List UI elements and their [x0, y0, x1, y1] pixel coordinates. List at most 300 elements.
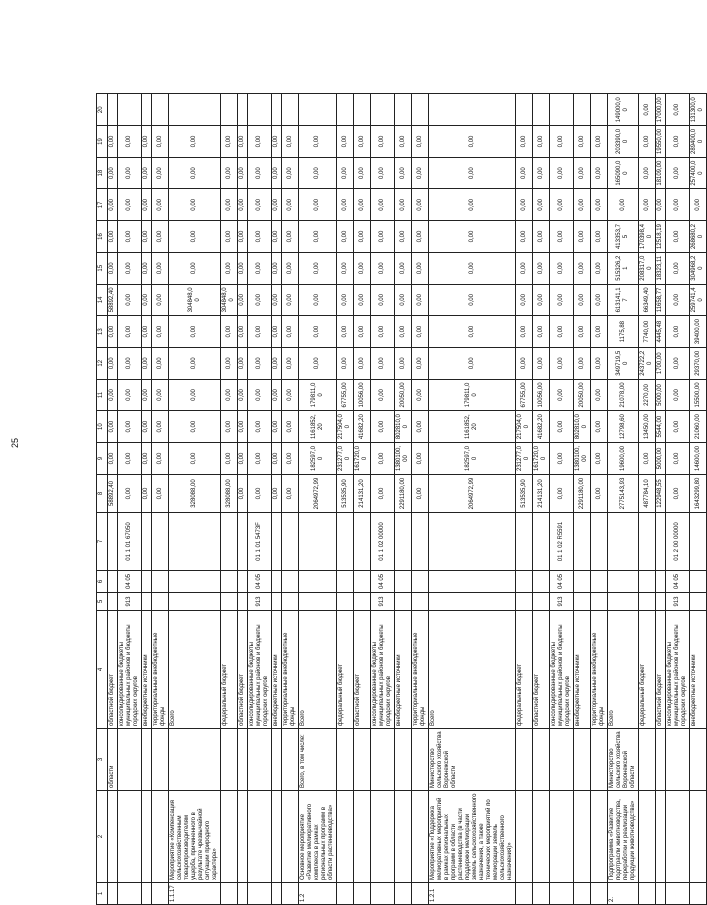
value-cell: 0,00 — [118, 126, 142, 158]
value-cell: 0,00 — [591, 284, 608, 316]
value-cell: 17000,00 — [656, 94, 666, 126]
value-cell: 0,00 — [516, 284, 533, 316]
column-number-header: 11 — [97, 379, 108, 411]
table-row — [248, 94, 272, 905]
value-cell: 12518,19 — [656, 221, 666, 253]
value-cell: 0,00 — [238, 221, 248, 253]
value-cell: 0,00 — [152, 252, 169, 284]
code-grbs-cell — [574, 593, 591, 611]
value-cell: 0,00 — [152, 284, 169, 316]
code-target-article-cell — [142, 513, 152, 571]
value-cell: 0,00 — [337, 316, 354, 348]
value-cell: 0,00 — [272, 252, 282, 284]
value-cell: 0,00 — [516, 126, 533, 158]
table-row — [550, 94, 574, 905]
funding-source-cell: внебюджетные источники — [395, 611, 412, 729]
value-cell: 0,00 — [666, 189, 690, 221]
column-number-header: 19 — [97, 126, 108, 158]
value-cell — [516, 94, 533, 126]
column-number-header: 15 — [97, 252, 108, 284]
value-cell: 0,00 — [666, 316, 690, 348]
value-cell: 0,00 — [282, 126, 299, 158]
value-cell: 0,00 — [221, 189, 238, 221]
value-cell: 39400,00 — [690, 316, 707, 348]
value-cell — [169, 94, 221, 126]
value-cell: 208317,00 — [639, 252, 656, 284]
funding-source-cell: территориальные внебюджетные фонды — [591, 611, 608, 729]
value-cell: 0,00 — [533, 221, 550, 253]
row-number-cell — [666, 883, 690, 905]
program-name-cell — [690, 791, 707, 883]
code-grbs-cell — [108, 593, 118, 611]
value-cell: 0,00 — [371, 189, 395, 221]
table-row — [221, 94, 238, 905]
value-cell: 0,00 — [666, 475, 690, 513]
value-cell: 1700,00 — [656, 347, 666, 379]
value-cell: 0,00 — [412, 221, 429, 253]
value-cell: 0,00 — [221, 443, 238, 475]
code-grbs-cell — [169, 593, 221, 611]
value-cell: 0,00 — [248, 316, 272, 348]
value-cell: 0,00 — [221, 252, 238, 284]
value-cell — [282, 94, 299, 126]
value-cell: 0,00 — [108, 252, 118, 284]
value-cell: 14600,00 — [690, 443, 707, 475]
value-cell: 513535,90 — [337, 475, 354, 513]
value-cell — [354, 94, 371, 126]
funding-source-cell: областной бюджет — [238, 611, 248, 729]
value-cell: 0,00 — [272, 126, 282, 158]
row-number-cell — [639, 883, 656, 905]
funding-source-cell: территориальные внебюджетные фонды — [412, 611, 429, 729]
funding-source-cell: внебюджетные источники — [690, 611, 707, 729]
program-name-cell — [337, 791, 354, 883]
code-target-article-cell: 01 1 02 R5591 — [550, 513, 574, 571]
table-row — [533, 94, 550, 905]
value-cell: 1161852,20 — [429, 411, 516, 443]
value-cell: 0,00 — [429, 316, 516, 348]
code-target-article-cell — [516, 513, 533, 571]
value-cell: 21060,00 — [690, 411, 707, 443]
funding-source-cell: федеральный бюджет — [221, 611, 238, 729]
value-cell: 0,00 — [169, 316, 221, 348]
code-target-article-cell — [690, 513, 707, 571]
value-cell — [337, 94, 354, 126]
value-cell: 0,00 — [221, 411, 238, 443]
funding-source-cell: консолидированные бюджеты муниципальных районов и бюджеты городских округов — [118, 611, 142, 729]
row-number-cell — [550, 883, 574, 905]
value-cell: 0,00 — [169, 443, 221, 475]
column-number-header: 9 — [97, 443, 108, 475]
value-cell: 0,00 — [142, 157, 152, 189]
value-cell: 0,00 — [591, 443, 608, 475]
value-cell: 259741,40 — [690, 284, 707, 316]
table-row — [656, 94, 666, 905]
value-cell: 0,00 — [118, 316, 142, 348]
row-number-cell: 1.2.1 — [429, 883, 516, 905]
value-cell: 0,00 — [395, 316, 412, 348]
code-grbs-cell — [142, 593, 152, 611]
value-cell: 0,00 — [412, 252, 429, 284]
row-number-cell — [656, 883, 666, 905]
value-cell: 0,00 — [272, 411, 282, 443]
executor-cell: Всего, в том числе: — [299, 729, 337, 791]
table-row — [574, 94, 591, 905]
value-cell: 203390,00 — [608, 126, 639, 158]
value-cell: 0,00 — [272, 347, 282, 379]
value-cell: 0,00 — [516, 189, 533, 221]
value-cell — [412, 94, 429, 126]
executor-cell — [639, 729, 656, 791]
funding-source-cell: Всего — [169, 611, 221, 729]
value-cell: 0,00 — [337, 126, 354, 158]
value-cell: 0,00 — [639, 157, 656, 189]
code-target-article-cell — [299, 513, 337, 571]
value-cell: 0,00 — [118, 411, 142, 443]
code-target-article-cell — [639, 513, 656, 571]
executor-cell — [337, 729, 354, 791]
value-cell: 0,00 — [169, 379, 221, 411]
row-number-cell — [142, 883, 152, 905]
value-cell: 0,00 — [282, 475, 299, 513]
value-cell: 182597,00 — [299, 443, 337, 475]
code-grbs-cell — [429, 593, 516, 611]
value-cell: 0,00 — [516, 221, 533, 253]
value-cell: 0,00 — [238, 189, 248, 221]
code-grbs-cell — [282, 593, 299, 611]
funding-source-cell: Всего — [299, 611, 337, 729]
executor-cell — [516, 729, 533, 791]
row-number-cell — [282, 883, 299, 905]
funding-source-cell: территориальные внебюджетные фонды — [152, 611, 169, 729]
value-cell: 802810,00 — [395, 411, 412, 443]
program-name-cell — [118, 791, 142, 883]
value-cell: 0,00 — [299, 221, 337, 253]
value-cell: 0,00 — [533, 316, 550, 348]
value-cell: 0,00 — [591, 189, 608, 221]
value-cell: 0,00 — [412, 157, 429, 189]
executor-cell — [666, 729, 690, 791]
value-cell: 0,00 — [108, 126, 118, 158]
column-number-header: 20 — [97, 94, 108, 126]
program-name-cell — [656, 791, 666, 883]
value-cell: 18109,00 — [656, 157, 666, 189]
value-cell: 0,00 — [108, 189, 118, 221]
code-section-cell — [299, 571, 337, 593]
value-cell: 0,00 — [118, 189, 142, 221]
code-section-cell — [574, 571, 591, 593]
value-cell: 0,00 — [666, 157, 690, 189]
table-row — [118, 94, 142, 905]
code-section-cell — [516, 571, 533, 593]
value-cell: 0,00 — [533, 126, 550, 158]
funding-source-cell: федеральный бюджет — [516, 611, 533, 729]
value-cell: 0,00 — [574, 221, 591, 253]
value-cell — [108, 94, 118, 126]
value-cell: 0,00 — [221, 157, 238, 189]
value-cell: 0,00 — [591, 157, 608, 189]
table-row — [690, 94, 707, 905]
row-number-cell — [516, 883, 533, 905]
value-cell: 0,00 — [591, 411, 608, 443]
value-cell: 0,00 — [272, 379, 282, 411]
program-name-cell: Основное мероприятие «Развитие мелиоративного комплекса в рамках региональных программ в области растениеводства» — [299, 791, 337, 883]
value-cell — [152, 94, 169, 126]
code-target-article-cell — [354, 513, 371, 571]
table-row — [272, 94, 282, 905]
table-row — [639, 94, 656, 905]
budget-table — [96, 93, 707, 905]
row-number-cell — [248, 883, 272, 905]
value-cell: 0,00 — [371, 221, 395, 253]
row-number-cell — [690, 883, 707, 905]
value-cell: 0,00 — [299, 252, 337, 284]
executor-cell — [354, 729, 371, 791]
code-grbs-cell: 913 — [248, 593, 272, 611]
code-target-article-cell — [656, 513, 666, 571]
value-cell: 0,00 — [248, 443, 272, 475]
executor-cell — [142, 729, 152, 791]
value-cell: 1643299,80 — [690, 475, 707, 513]
program-name-cell — [639, 791, 656, 883]
value-cell: 0,00 — [142, 189, 152, 221]
column-number-header: 16 — [97, 221, 108, 253]
value-cell: 0,00 — [371, 126, 395, 158]
value-cell: 0,00 — [221, 347, 238, 379]
program-name-cell — [550, 791, 574, 883]
value-cell: 0,00 — [152, 221, 169, 253]
value-cell: 513535,90 — [516, 475, 533, 513]
executor-cell: Министерство сельского хозяйства Воронежской области — [429, 729, 516, 791]
code-section-cell — [152, 571, 169, 593]
value-cell: 41682,20 — [354, 411, 371, 443]
table-row — [395, 94, 412, 905]
value-cell: 0,00 — [550, 157, 574, 189]
value-cell: 0,00 — [429, 252, 516, 284]
program-name-cell — [574, 791, 591, 883]
value-cell: 0,00 — [108, 443, 118, 475]
value-cell: 0,00 — [142, 379, 152, 411]
value-cell: 0,00 — [354, 284, 371, 316]
code-section-cell — [142, 571, 152, 593]
value-cell: 613141,17 — [608, 284, 639, 316]
code-grbs-cell — [238, 593, 248, 611]
value-cell: 0,00 — [152, 189, 169, 221]
code-grbs-cell — [299, 593, 337, 611]
value-cell: 0,00 — [118, 443, 142, 475]
funding-source-cell: территориальные внебюджетные фонды — [282, 611, 299, 729]
value-cell: 0,00 — [169, 157, 221, 189]
value-cell: 0,00 — [282, 347, 299, 379]
value-cell: 0,00 — [639, 94, 656, 126]
value-cell — [238, 94, 248, 126]
value-cell: 0,00 — [550, 347, 574, 379]
code-section-cell: 04 05 — [666, 571, 690, 593]
value-cell: 2775143,93 — [608, 475, 639, 513]
value-cell: 304848,00 — [221, 284, 238, 316]
code-target-article-cell — [412, 513, 429, 571]
value-cell: 15500,00 — [690, 379, 707, 411]
code-section-cell — [639, 571, 656, 593]
value-cell: 0,00 — [108, 157, 118, 189]
table-row — [108, 94, 118, 905]
value-cell: 0,00 — [169, 411, 221, 443]
funding-source-cell: внебюджетные источники — [272, 611, 282, 729]
value-cell: 0,00 — [591, 221, 608, 253]
table-row — [152, 94, 169, 905]
table-row — [337, 94, 354, 905]
program-name-cell — [248, 791, 272, 883]
code-grbs-cell — [221, 593, 238, 611]
value-cell: 0,00 — [108, 347, 118, 379]
value-cell: 4445,48 — [656, 316, 666, 348]
executor-cell — [248, 729, 272, 791]
value-cell: 161720,00 — [533, 443, 550, 475]
column-number-header: 3 — [97, 729, 108, 791]
value-cell: 0,00 — [118, 379, 142, 411]
column-number-row — [97, 94, 108, 905]
value-cell: 13450,00 — [639, 411, 656, 443]
code-section-cell — [591, 571, 608, 593]
value-cell: 304848,00 — [169, 284, 221, 316]
value-cell: 0,00 — [412, 126, 429, 158]
code-section-cell — [656, 571, 666, 593]
program-name-cell — [152, 791, 169, 883]
value-cell: 0,00 — [282, 284, 299, 316]
value-cell: 2270,00 — [639, 379, 656, 411]
value-cell — [118, 94, 142, 126]
code-target-article-cell — [152, 513, 169, 571]
value-cell: 5000,00 — [656, 379, 666, 411]
value-cell: 0,00 — [169, 126, 221, 158]
executor-cell — [533, 729, 550, 791]
funding-source-cell: федеральный бюджет — [337, 611, 354, 729]
value-cell: 0,00 — [354, 347, 371, 379]
value-cell: 487784,10 — [639, 475, 656, 513]
row-number-cell — [221, 883, 238, 905]
value-cell: 0,00 — [118, 347, 142, 379]
value-cell: 7740,00 — [639, 316, 656, 348]
value-cell: 0,00 — [550, 411, 574, 443]
program-name-cell — [238, 791, 248, 883]
value-cell: 0,00 — [221, 316, 238, 348]
code-section-cell — [238, 571, 248, 593]
value-cell: 0,00 — [142, 347, 152, 379]
value-cell: 0,00 — [108, 316, 118, 348]
value-cell: 2291180,00 — [395, 475, 412, 513]
executor-cell — [591, 729, 608, 791]
value-cell: 0,00 — [238, 411, 248, 443]
value-cell: 231277,00 — [337, 443, 354, 475]
value-cell: 0,00 — [354, 221, 371, 253]
value-cell: 0,00 — [690, 189, 707, 221]
executor-cell — [690, 729, 707, 791]
value-cell: 0,00 — [371, 316, 395, 348]
value-cell: 0,00 — [299, 347, 337, 379]
program-name-cell — [516, 791, 533, 883]
value-cell: 0,00 — [142, 475, 152, 513]
code-target-article-cell — [608, 513, 639, 571]
table-body — [108, 94, 707, 905]
value-cell: 0,00 — [395, 252, 412, 284]
code-target-article-cell — [574, 513, 591, 571]
table-row — [429, 94, 516, 905]
value-cell: 2064972,99 — [299, 475, 337, 513]
value-cell — [574, 94, 591, 126]
value-cell: 0,00 — [550, 475, 574, 513]
value-cell: 0,00 — [550, 316, 574, 348]
value-cell: 0,00 — [248, 252, 272, 284]
code-section-cell — [272, 571, 282, 593]
code-grbs-cell: 913 — [550, 593, 574, 611]
code-grbs-cell — [639, 593, 656, 611]
funding-source-cell: консолидированные бюджеты муниципальных районов и бюджеты городских округов — [666, 611, 690, 729]
row-number-cell — [118, 883, 142, 905]
value-cell: 0,00 — [666, 126, 690, 158]
program-name-cell — [371, 791, 395, 883]
value-cell: 0,00 — [591, 316, 608, 348]
table-row — [169, 94, 221, 905]
value-cell: 0,00 — [395, 284, 412, 316]
value-cell: 0,00 — [395, 126, 412, 158]
funding-source-cell: консолидированные бюджеты муниципальных районов и бюджеты городских округов — [248, 611, 272, 729]
program-name-cell — [272, 791, 282, 883]
value-cell: 0,00 — [282, 221, 299, 253]
value-cell: 0,00 — [550, 126, 574, 158]
value-cell: 0,00 — [142, 284, 152, 316]
table-row — [142, 94, 152, 905]
value-cell: 802810,00 — [574, 411, 591, 443]
value-cell: 0,00 — [574, 157, 591, 189]
value-cell: 0,00 — [574, 284, 591, 316]
value-cell: 0,00 — [337, 347, 354, 379]
code-grbs-cell — [412, 593, 429, 611]
program-name-cell — [666, 791, 690, 883]
code-grbs-cell — [533, 593, 550, 611]
row-number-cell: 1.2 — [299, 883, 337, 905]
value-cell: 149000,00 — [608, 94, 639, 126]
value-cell: 0,00 — [354, 126, 371, 158]
value-cell: 0,00 — [412, 475, 429, 513]
value-cell: 67755,00 — [337, 379, 354, 411]
value-cell: 66349,40 — [639, 284, 656, 316]
value-cell: 0,00 — [395, 157, 412, 189]
value-cell — [299, 94, 337, 126]
value-cell: 0,00 — [299, 126, 337, 158]
column-number-header: 1 — [97, 883, 108, 905]
value-cell: 19550,00 — [656, 126, 666, 158]
value-cell: 0,00 — [666, 94, 690, 126]
value-cell: 131300,00 — [690, 94, 707, 126]
value-cell: 0,00 — [591, 252, 608, 284]
code-target-article-cell: 01 1 01 5473F — [248, 513, 272, 571]
value-cell: 161720,00 — [354, 443, 371, 475]
code-section-cell — [533, 571, 550, 593]
value-cell: 217504,00 — [337, 411, 354, 443]
code-grbs-cell — [272, 593, 282, 611]
value-cell: 0,00 — [272, 221, 282, 253]
value-cell — [533, 94, 550, 126]
value-cell: 304968,20 — [690, 252, 707, 284]
value-cell: 217504,00 — [516, 411, 533, 443]
value-cell: 0,00 — [412, 189, 429, 221]
code-target-article-cell: 01 2 00 00000 — [666, 513, 690, 571]
code-target-article-cell — [337, 513, 354, 571]
executor-cell — [221, 729, 238, 791]
table-row — [608, 94, 639, 905]
value-cell: 268680,20 — [690, 221, 707, 253]
row-number-cell — [108, 883, 118, 905]
